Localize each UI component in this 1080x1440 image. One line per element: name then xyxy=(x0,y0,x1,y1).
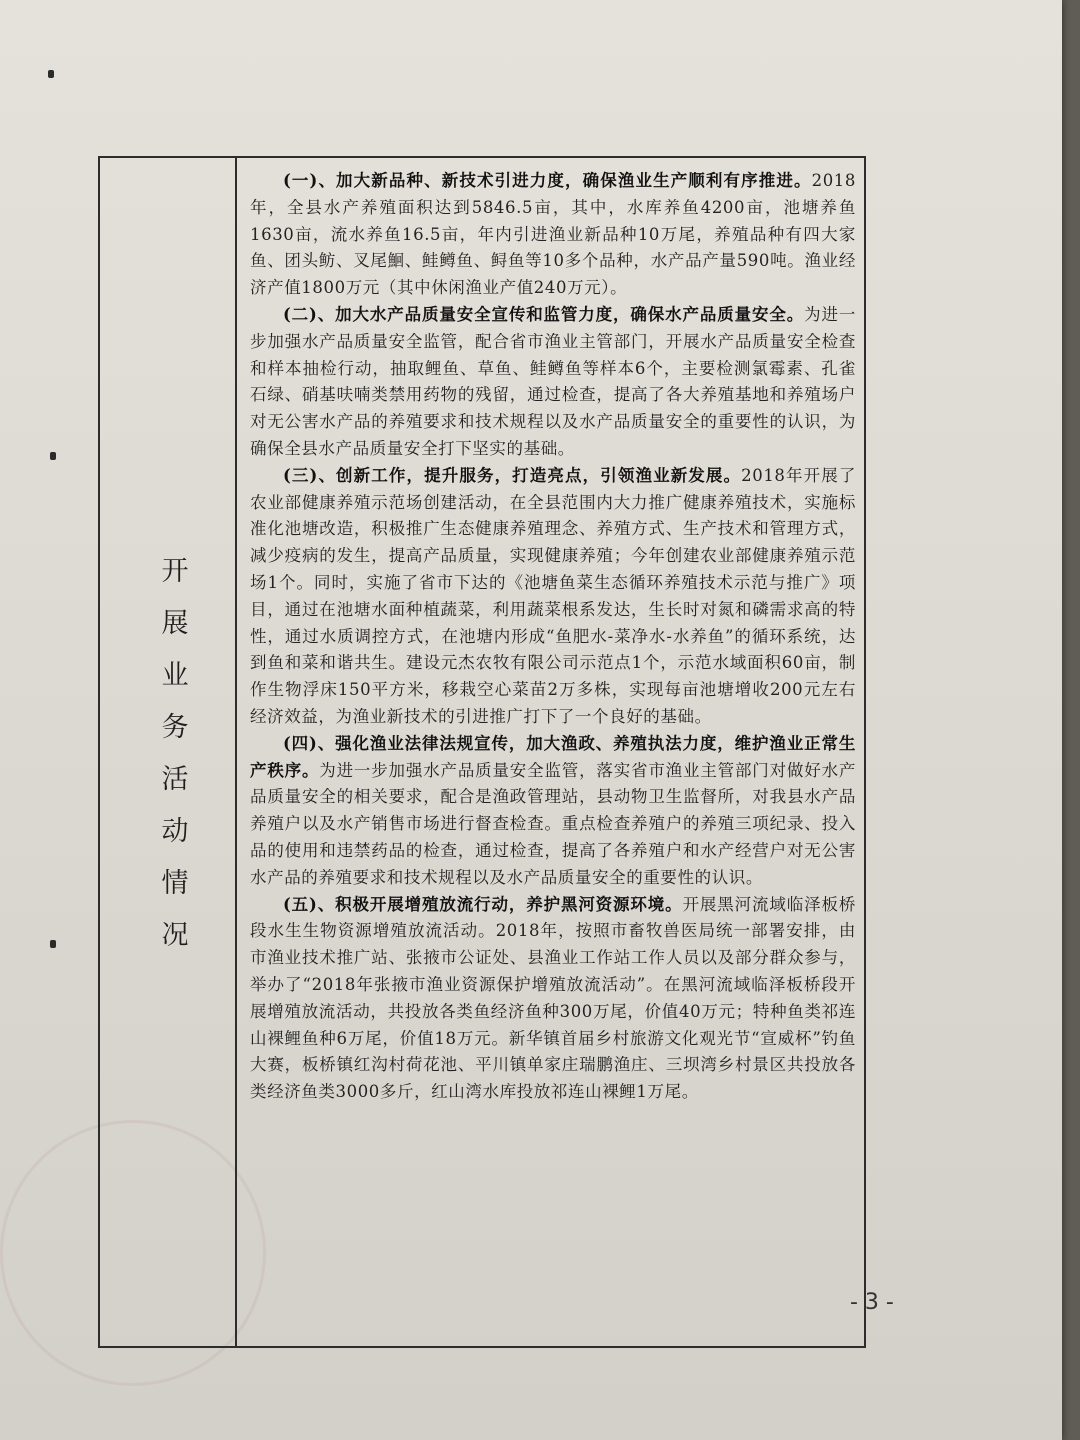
paragraph-heading: (四)、强化渔业法律法规宣传，加大渔政、养殖执法力度，维护渔业正常生产秩序。 xyxy=(250,733,856,780)
section-label-char: 活 xyxy=(161,764,189,795)
section-label-char: 情 xyxy=(161,868,189,899)
paragraph-text: 为进一步加强水产品质量安全监管，配合省市渔业主管部门，开展水产品质量安全检查和样本抽检行动，抽取鲤鱼、草鱼、鲑鳟鱼等样本6个，主要检测氯霉素、孔雀石绿、硝基呋喃类禁用药物的残留，通过检查，提高了各大养殖基地和养殖场户对无公害水产品的养殖要求和技术规程以及水产品质量安全的重要性的认识，为确保全县水产品质量安全打下坚实的基础。 xyxy=(250,304,856,458)
binding-hole-mark xyxy=(48,70,54,78)
page-number: - 3 - xyxy=(850,1290,894,1315)
paragraph-text: 为进一步加强水产品质量安全监管，落实省市渔业主管部门对做好水产品质量安全的相关要求，配合是渔政管理站，县动物卫生监督所，对我县水产品养殖户以及水产销售市场进行督查检查。重点检查养殖户的养殖三项纪录、投入品的使用和违禁药品的检查，通过检查，提高了各养殖户和水产经营户对无公害水产品的养殖要求和技术规程以及水产品质量安全的重要性的认识。 xyxy=(250,760,856,887)
paragraph-heading: (一)、加大新品种、新技术引进力度，确保渔业生产顺利有序推进。 xyxy=(283,171,812,190)
section-label-vertical xyxy=(150,550,200,958)
section-label-char: 业 xyxy=(161,660,189,691)
paragraph-3 xyxy=(250,463,856,731)
paragraph-heading: (二)、加大水产品质量安全宣传和监管力度，确保水产品质量安全。 xyxy=(283,304,805,324)
section-label-char: 务 xyxy=(161,712,189,743)
section-label-char: 况 xyxy=(161,920,189,951)
paragraph-text: 2018年，全县水产养殖面积达到5846.5亩，其中，水库养鱼4200亩，池塘养鱼1630亩，流水养鱼16.5亩，年内引进渔业新品种10万尾，养殖品种有四大家鱼、团头鲂、叉尾鮰、鲑鳟鱼、鲟鱼等10多个品种，水产品产量590吨。渔业经济产值1800万元（其中休闲渔业产值240万元）。 xyxy=(250,171,856,298)
paragraph-4 xyxy=(250,731,856,892)
paragraph-5 xyxy=(250,892,856,1106)
section-label-char: 动 xyxy=(161,816,189,847)
report-body xyxy=(250,168,856,1106)
section-label-char: 展 xyxy=(161,608,189,639)
binding-hole-mark xyxy=(50,940,56,948)
binding-hole-mark xyxy=(50,452,56,460)
paragraph-heading: (五)、积极开展增殖放流行动，养护黑河资源环境。 xyxy=(283,894,683,914)
paragraph-1 xyxy=(250,168,856,302)
paragraph-text: 开展黑河流域临泽板桥段水生生物资源增殖放流活动。2018年，按照市畜牧兽医局统一部署安排，由市渔业技术推广站、张掖市公证处、县渔业工作站工作人员以及部分群众参与，举办了“2018年张掖市渔业资源保护增殖放流活动”。在黑河流域临泽板桥段开展增殖放流活动，共投放各类鱼经济鱼种300万尾，价值40万元；特种鱼类祁连山裸鲤鱼种6万尾，价值18万元。新华镇首届乡村旅游文化观光节“宣威杯”钓鱼大赛，板桥镇红沟村荷花池、平川镇单家庄瑞鹏渔庄、三坝湾乡村景区共投放各类经济鱼类3000多斤，红山湾水库投放祁连山裸鲤1万尾。 xyxy=(250,894,857,1102)
column-divider xyxy=(235,156,237,1348)
paragraph-text: 2018年开展了农业部健康养殖示范场创建活动，在全县范围内大力推广健康养殖技术，实施标准化池塘改造，积极推广生态健康养殖理念、养殖方式、生产技术和管理方式，减少疫病的发生，提高产品质量，实现健康养殖；今年创建农业部健康养殖示范场1个。同时，实施了省市下达的《池塘鱼菜生态循环养殖技术示范与推广》项目，通过在池塘水面种植蔬菜，利用蔬菜根系发达，生长时对氮和磷需求高的特性，通过水质调控方式，在池塘内形成“鱼肥水-菜净水-水养鱼”的循环系统，达到鱼和菜和谐共生。建设元杰农牧有限公司示范点1个，示范水域面积60亩，制作生物浮床150平方米，移栽空心菜苗2万多株，实现每亩池塘增收200元左右经济效益，为渔业新技术的引进推广打下了一个良好的基础。 xyxy=(250,465,856,726)
paragraph-heading: (三)、创新工作，提升服务，打造亮点，引领渔业新发展。 xyxy=(283,465,742,485)
paragraph-2 xyxy=(250,302,856,463)
section-label-char: 开 xyxy=(161,556,189,587)
